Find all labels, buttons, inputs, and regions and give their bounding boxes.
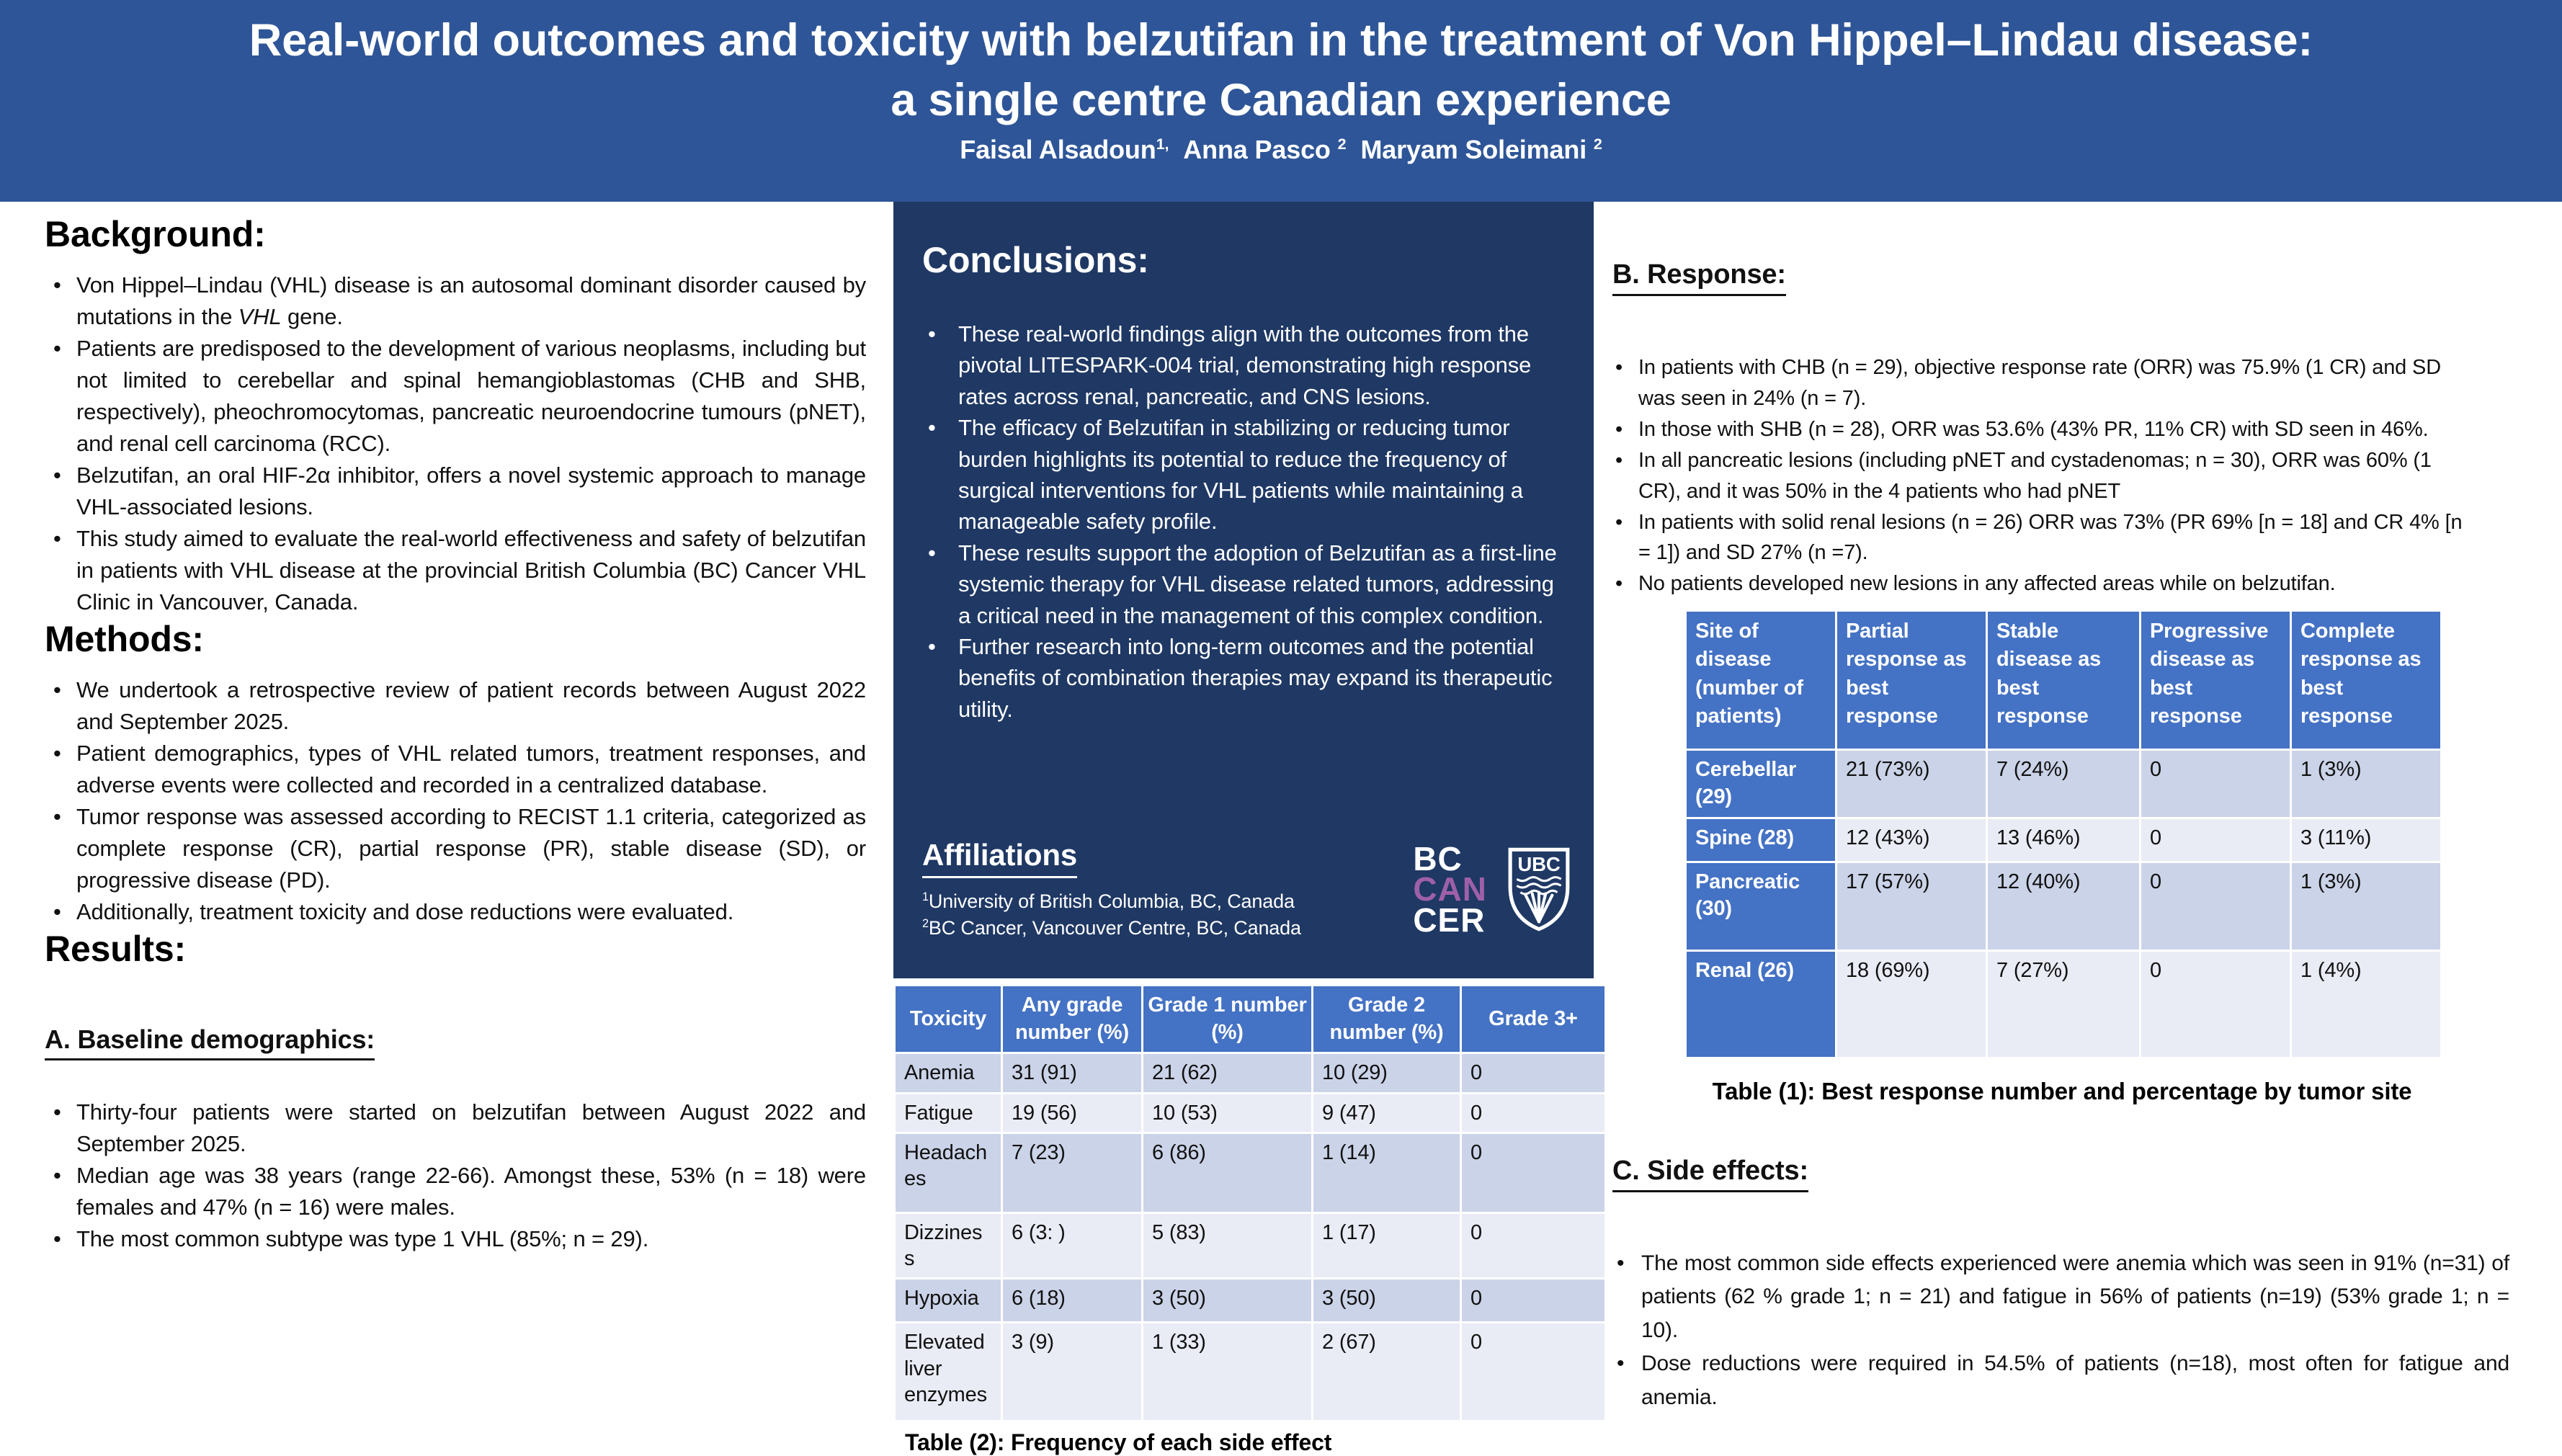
table-cell: Headaches bbox=[896, 1134, 1001, 1212]
poster-authors bbox=[0, 135, 2562, 165]
table-cell: 0 bbox=[2141, 863, 2290, 950]
table-cell: 31 (91) bbox=[1003, 1054, 1141, 1091]
list-item: • Thirty-four patients were started on belzutifan between August 2022 and September 2025. bbox=[45, 1097, 866, 1160]
table-cell: 0 bbox=[1462, 1214, 1604, 1278]
table-cell: Fatigue bbox=[896, 1094, 1001, 1132]
side-effects-heading: C. Side effects: bbox=[1612, 1156, 1808, 1192]
response-heading: B. Response: bbox=[1612, 259, 1786, 296]
table-row-header-cell: Spine (28) bbox=[1687, 819, 1835, 861]
list-item: • We undertook a retrospective review of patient records between August 2022 and September 2025. bbox=[45, 674, 866, 738]
list-item: • Dose reductions were required in 54.5% of patients (n=18), most often for fatigue and anemia. bbox=[1612, 1347, 2509, 1414]
toxicity-table bbox=[893, 984, 1607, 1422]
list-item: • No patients developed new lesions in any affected areas while on belzutifan. bbox=[1612, 568, 2463, 599]
author bbox=[1360, 135, 1602, 164]
left-column bbox=[45, 213, 866, 1255]
table-row bbox=[896, 1134, 1604, 1212]
methods-heading: Methods: bbox=[45, 619, 204, 660]
table-cell: 9 (47) bbox=[1313, 1094, 1460, 1132]
side-effects-bullets bbox=[1612, 1247, 2509, 1415]
table-row-header-cell: Renal (26) bbox=[1687, 952, 1835, 1057]
list-item: • Patients are predisposed to the development of various neoplasms, including but not limited to cerebellar and spinal hemangioblastomas (CHB and SHB, respectively), pheochromocytomas, pancreatic neuroendocrine tumours (pNET), and renal cell carcinoma (RCC). bbox=[45, 333, 866, 460]
table-cell: 6 (3: ) bbox=[1003, 1214, 1141, 1278]
affiliations-heading: Affiliations bbox=[922, 838, 1077, 878]
table-cell: Dizziness bbox=[896, 1214, 1001, 1278]
table-cell: 3 (11%) bbox=[2292, 819, 2440, 861]
table-cell: 0 bbox=[1462, 1054, 1604, 1091]
table-cell: 10 (29) bbox=[1313, 1054, 1460, 1091]
table-row bbox=[896, 1054, 1604, 1091]
table-cell: 1 (33) bbox=[1143, 1323, 1311, 1420]
list-item: • Additionally, treatment toxicity and dose reductions were evaluated. bbox=[45, 896, 866, 928]
table-row bbox=[896, 1214, 1604, 1278]
background-bullets bbox=[45, 269, 866, 618]
author-name: Anna Pasco bbox=[1183, 134, 1338, 164]
table-header-cell: Partial response as best response bbox=[1837, 612, 1986, 749]
table-row bbox=[896, 1323, 1604, 1420]
response-table-caption: Table (1): Best response number and percentage by tumor site bbox=[1712, 1077, 2412, 1104]
list-item: • In patients with CHB (n = 29), objective response rate (ORR) was 75.9% (1 CR) and SD was seen in 24% (n = 7). bbox=[1612, 352, 2463, 414]
bullet-text: gene. bbox=[281, 304, 343, 330]
author-affiliation-sup: 2 bbox=[1593, 134, 1602, 153]
table-cell: 0 bbox=[1462, 1094, 1604, 1132]
table-cell: 0 bbox=[2141, 751, 2290, 816]
table-row bbox=[896, 1094, 1604, 1132]
bc-cancer-logo-line: BC bbox=[1413, 840, 1463, 878]
list-item: • Tumor response was assessed according to RECIST 1.1 criteria, categorized as complete response (CR), partial response (PR), stable disease (SD), or progressive disease (PD). bbox=[45, 801, 866, 896]
ubc-logo bbox=[1506, 847, 1572, 933]
poster-title-line1: Real-world outcomes and toxicity with belzutifan in the treatment of Von Hippel–Lindau disease: bbox=[249, 15, 2313, 66]
list-item bbox=[45, 269, 866, 333]
affiliation-sup: 2 bbox=[922, 916, 929, 930]
table-cell: 6 (18) bbox=[1003, 1279, 1141, 1321]
list-item: • Patient demographics, types of VHL related tumors, treatment responses, and adverse events were collected and recorded in a centralized database. bbox=[45, 738, 866, 801]
logos bbox=[1413, 840, 1572, 941]
table-cell: 6 (86) bbox=[1143, 1134, 1311, 1212]
bc-cancer-logo-line: CER bbox=[1413, 901, 1486, 939]
table-cell: 0 bbox=[1462, 1279, 1604, 1321]
list-item: • Further research into long-term outcomes and the potential benefits of combination therapies may expand its therapeutic utility. bbox=[922, 631, 1562, 725]
toxicity-table-caption: Table (2): Frequency of each side effect bbox=[905, 1429, 1332, 1456]
table-cell: 21 (73%) bbox=[1837, 751, 1986, 816]
list-item: • In patients with solid renal lesions (n = 26) ORR was 73% (PR 69% [n = 18] and CR 4% [n = 1]) and SD 27% (n =7). bbox=[1612, 507, 2463, 569]
bullet-text: Von Hippel–Lindau (VHL) disease is an autosomal dominant disorder caused by mutations in the bbox=[76, 272, 866, 330]
list-item: • The most common subtype was type 1 VHL (85%; n = 29). bbox=[45, 1223, 866, 1255]
table-header-cell: Grade 3+ bbox=[1462, 986, 1604, 1052]
table-cell: 0 bbox=[1462, 1323, 1604, 1420]
list-item: • These results support the adoption of Belzutifan as a first-line systemic therapy for VHL disease related tumors, addressing a critical need in the management of this complex condition. bbox=[922, 537, 1562, 631]
poster-header bbox=[0, 0, 2562, 202]
table-cell: 17 (57%) bbox=[1837, 863, 1986, 950]
table-cell: 1 (3%) bbox=[2292, 863, 2440, 950]
list-item: • The most common side effects experienced were anemia which was seen in 91% (n=31) of patients (62 % grade 1; n = 21) and fatigue in 56% of patients (n=19) (53% grade 1; n = 10). bbox=[1612, 1247, 2509, 1348]
table-cell: 3 (9) bbox=[1003, 1323, 1141, 1420]
table-header-cell: Grade 1 number (%) bbox=[1143, 986, 1311, 1052]
affiliations-text bbox=[922, 838, 1301, 941]
author-name: Maryam Soleimani bbox=[1360, 134, 1594, 164]
table-row bbox=[1687, 819, 2440, 861]
affiliation-line bbox=[922, 888, 1301, 914]
bc-cancer-logo bbox=[1413, 840, 1487, 939]
table-cell: 0 bbox=[2141, 952, 2290, 1057]
table-row-header-cell: Cerebellar (29) bbox=[1687, 751, 1835, 816]
bc-cancer-logo-line: CAN bbox=[1413, 870, 1487, 908]
author-affiliation-sup: 2 bbox=[1337, 134, 1347, 153]
table-cell: Elevated liver enzymes bbox=[896, 1323, 1001, 1420]
table-cell: 21 (62) bbox=[1143, 1054, 1311, 1091]
table-cell: 3 (50) bbox=[1313, 1279, 1460, 1321]
table-cell: 12 (40%) bbox=[1988, 863, 2139, 950]
list-item: • The efficacy of Belzutifan in stabilizing or reducing tumor burden highlights its potential to reduce the frequency of surgical interventions for VHL patients while maintaining a manageable safety profile. bbox=[922, 412, 1562, 537]
ubc-logo-text: UBC bbox=[1517, 852, 1561, 875]
table-cell: 0 bbox=[2141, 819, 2290, 861]
table-header-cell: Toxicity bbox=[896, 986, 1001, 1052]
table-header-cell: Stable disease as best response bbox=[1988, 612, 2139, 749]
table-header-cell: Any grade number (%) bbox=[1003, 986, 1141, 1052]
conclusions-heading: Conclusions: bbox=[922, 240, 1149, 280]
table-cell: 1 (3%) bbox=[2292, 751, 2440, 816]
table-cell: 2 (67) bbox=[1313, 1323, 1460, 1420]
results-heading: Results: bbox=[45, 929, 186, 970]
list-item: • In all pancreatic lesions (including pNET and cystadenomas; n = 30), ORR was 60% (1 CR), and it was 50% in the 4 patients who had pNET bbox=[1612, 445, 2463, 507]
affiliation-sup: 1 bbox=[922, 890, 929, 904]
table-header-cell: Progressive disease as best response bbox=[2141, 612, 2290, 749]
table-cell: 18 (69%) bbox=[1837, 952, 1986, 1057]
poster-title-line2: a single centre Canadian experience bbox=[891, 75, 1671, 126]
author-affiliation-sup: 1, bbox=[1156, 134, 1169, 153]
conclusions-panel bbox=[893, 202, 1594, 978]
right-column bbox=[1612, 232, 2513, 1414]
table-cell: 1 (4%) bbox=[2292, 952, 2440, 1057]
table-cell: 13 (46%) bbox=[1988, 819, 2139, 861]
table-cell: 12 (43%) bbox=[1837, 819, 1986, 861]
table-cell: 5 (83) bbox=[1143, 1214, 1311, 1278]
list-item: • This study aimed to evaluate the real-world effectiveness and safety of belzutifan in patients with VHL disease at the provincial British Columbia (BC) Cancer VHL Clinic in Vancouver, Canada. bbox=[45, 523, 866, 618]
table-row bbox=[1687, 952, 2440, 1057]
author bbox=[1183, 135, 1346, 164]
table-cell: 0 bbox=[1462, 1134, 1604, 1212]
list-item: • In those with SHB (n = 28), ORR was 53.6% (43% PR, 11% CR) with SD seen in 46%. bbox=[1612, 414, 2463, 445]
background-heading: Background: bbox=[45, 214, 266, 254]
table-cell: 1 (14) bbox=[1313, 1134, 1460, 1212]
list-item: • Belzutifan, an oral HIF-2α inhibitor, offers a novel systemic approach to manage VHL-associated lesions. bbox=[45, 460, 866, 523]
table-cell: Hypoxia bbox=[896, 1279, 1001, 1321]
affiliation-line bbox=[922, 915, 1301, 941]
table-cell: 1 (17) bbox=[1313, 1214, 1460, 1278]
table-header-cell: Complete response as best response bbox=[2292, 612, 2440, 749]
table-cell: 7 (24%) bbox=[1988, 751, 2139, 816]
methods-bullets bbox=[45, 674, 866, 928]
baseline-demographics-heading: A. Baseline demographics: bbox=[45, 1024, 375, 1060]
table-row bbox=[1687, 863, 2440, 950]
response-table bbox=[1684, 609, 2442, 1058]
affiliation-text: University of British Columbia, BC, Canada bbox=[928, 890, 1295, 913]
toxicity-table-block bbox=[893, 984, 1594, 1456]
table-cell: 10 (53) bbox=[1143, 1094, 1311, 1132]
list-item: • Median age was 38 years (range 22-66). Amongst these, 53% (n = 18) were females and 47% (n = 16) were males. bbox=[45, 1160, 866, 1223]
table-header-row bbox=[1687, 612, 2440, 749]
baseline-demographics-bullets bbox=[45, 1097, 866, 1255]
gene-name-italic: VHL bbox=[238, 304, 282, 330]
table-cell: 3 (50) bbox=[1143, 1279, 1311, 1321]
table-cell: Anemia bbox=[896, 1054, 1001, 1091]
table-row-header-cell: Pancreatic (30) bbox=[1687, 863, 1835, 950]
affiliations-block bbox=[922, 838, 1572, 941]
conclusions-bullets bbox=[922, 318, 1562, 725]
response-bullets bbox=[1612, 352, 2463, 599]
author-name: Faisal Alsadoun bbox=[960, 134, 1156, 164]
author bbox=[960, 135, 1169, 164]
affiliation-text: BC Cancer, Vancouver Centre, BC, Canada bbox=[928, 916, 1301, 939]
table-row bbox=[1687, 751, 2440, 816]
table-cell: 7 (27%) bbox=[1988, 952, 2139, 1057]
table-header-cell: Grade 2 number (%) bbox=[1313, 986, 1460, 1052]
table-header-row bbox=[896, 986, 1604, 1052]
list-item: • These real-world findings align with the outcomes from the pivotal LITESPARK-004 trial, demonstrating high response rates across renal, pancreatic, and CNS lesions. bbox=[922, 318, 1562, 412]
table-header-cell: Site of disease (number of patients) bbox=[1687, 612, 1835, 749]
table-row bbox=[896, 1279, 1604, 1321]
table-cell: 19 (56) bbox=[1003, 1094, 1141, 1132]
table-cell: 7 (23) bbox=[1003, 1134, 1141, 1212]
